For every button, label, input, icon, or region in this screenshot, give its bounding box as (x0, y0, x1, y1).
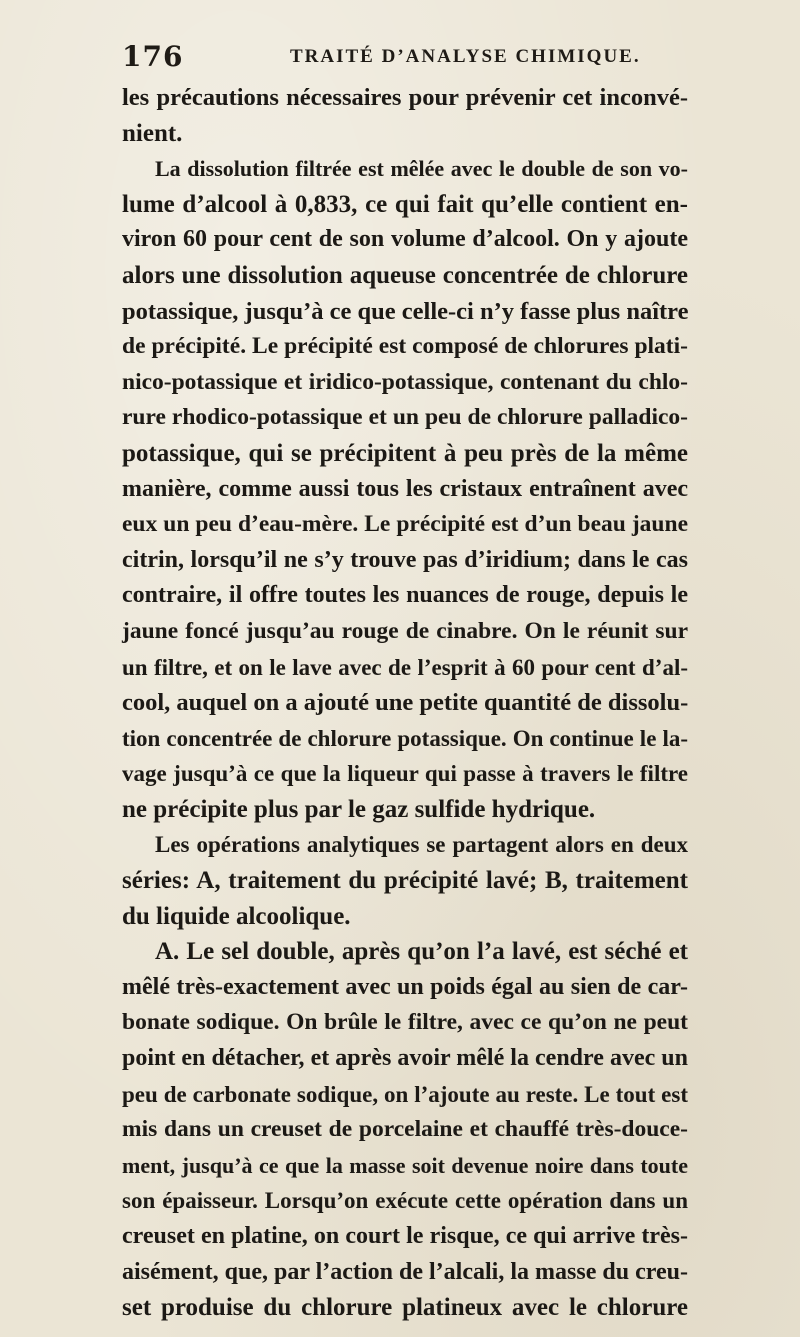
page-header (122, 40, 682, 80)
text-line: rure rhodico-potassique et un peu de chlorure palladico- (122, 404, 688, 431)
text-line: mis dans un creuset de porcelaine et chauffé très-douce- (122, 1116, 688, 1143)
text-line: point en détacher, et après avoir mêlé la cendre avec un (122, 1045, 688, 1072)
text-line: nico-potassique et iridico-potassique, contenant du chlo- (122, 368, 688, 395)
text-line: nient. (122, 119, 183, 147)
page-number: 176 (122, 40, 184, 73)
text-line: de précipité. Le précipité est composé de chlorures plati- (122, 333, 688, 360)
text-line: aisément, que, par l’action de l’alcali, la masse du creu- (122, 1258, 688, 1285)
paragraph-start-line: A. Le sel double, après qu’on l’a lavé, est séché et (155, 938, 688, 966)
paragraph-start-line: Les opérations analytiques se partagent alors en deux (155, 832, 688, 858)
text-line: potassique, jusqu’à ce que celle-ci n’y fasse plus naître (122, 297, 689, 325)
text-line: vage jusqu’à ce que la liqueur qui passe à travers le filtre (122, 761, 688, 787)
text-line: manière, comme aussi tous les cristaux entraînent avec (122, 475, 688, 502)
text-line: contraire, il offre toutes les nuances de rouge, depuis le (122, 582, 688, 609)
running-head: TRAITÉ D’ANALYSE CHIMIQUE. (290, 46, 641, 67)
text-line: ne précipite plus par le gaz sulfide hydrique. (122, 795, 596, 823)
text-line: lume d’alcool à 0,833, ce qui fait qu’elle contient en- (122, 190, 688, 218)
paragraph-start-line: La dissolution filtrée est mêlée avec le double de son vo- (155, 156, 688, 182)
text-line: jaune foncé jusqu’au rouge de cinabre. On le réunit sur (122, 617, 688, 644)
text-line: tion concentrée de chlorure potassique. On continue le la- (122, 725, 688, 751)
text-line: cool, auquel on a ajouté une petite quantité de dissolu- (122, 689, 689, 717)
text-line: les précautions nécessaires pour prévenir cet inconvé- (122, 84, 688, 111)
body-text (122, 80, 688, 1326)
text-line: séries: A, traitement du précipité lavé; B, traitement (122, 867, 688, 895)
text-line: set produise du chlorure platineux avec le chlorure (122, 1294, 688, 1322)
text-line: alors une dissolution aqueuse concentrée de chlorure (122, 261, 688, 289)
text-line: viron 60 pour cent de son volume d’alcool. On y ajoute (122, 226, 688, 253)
text-line: ment, jusqu’à ce que la masse soit devenue noire dans toute (122, 1152, 688, 1178)
text-line: citrin, lorsqu’il ne s’y trouve pas d’iridium; dans le cas (122, 546, 688, 573)
text-line: potassique, qui se précipitent à peu près de la même (122, 439, 688, 467)
text-line: creuset en platine, on court le risque, ce qui arrive très- (122, 1223, 688, 1249)
text-line: bonate sodique. On brûle le filtre, avec ce qu’on ne peut (122, 1009, 688, 1036)
text-line: son épaisseur. Lorsqu’on exécute cette opération dans un (122, 1188, 688, 1214)
text-line: peu de carbonate sodique, on l’ajoute au reste. Le tout est (122, 1081, 688, 1107)
text-line: un filtre, et on le lave avec de l’esprit à 60 pour cent d’al- (122, 654, 688, 680)
text-line: eux un peu d’eau-mère. Le précipité est d’un beau jaune (122, 511, 688, 538)
text-line: du liquide alcoolique. (122, 902, 351, 930)
text-line: mêlé très-exactement avec un poids égal au sien de car- (122, 973, 688, 1000)
